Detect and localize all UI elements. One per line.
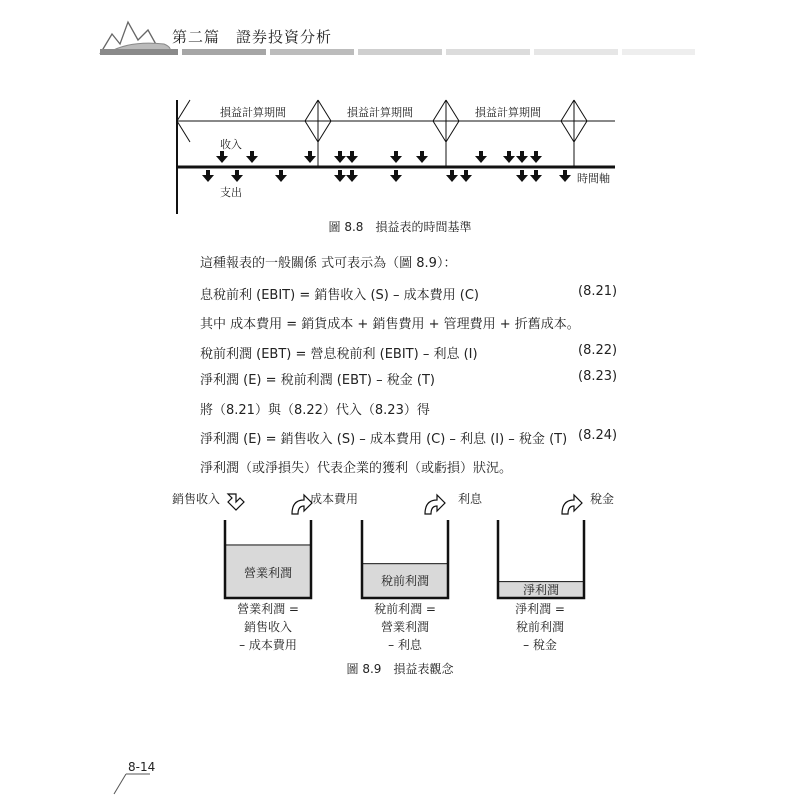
box-label-3: 淨利潤 <box>522 583 559 597</box>
expense-label: 支出 <box>220 186 242 199</box>
interest-label: 利息 <box>458 492 483 506</box>
box-label-2: 稅前利潤 <box>380 574 429 588</box>
cost-label: 成本費用 <box>310 492 359 506</box>
cost-note: 其中 成本費用 = 銷貨成本 + 銷售費用 + 管理費用 + 折舊成本。 <box>200 317 580 332</box>
sales-revenue-label: 銷售收入 <box>172 492 221 506</box>
conclusion-text: 淨利潤（或淨損失）代表企業的獲利（或虧損）狀況。 <box>200 461 513 476</box>
equation-8-23-number: (8.23) <box>578 369 618 384</box>
inflow-arrow-icon <box>228 494 244 510</box>
equation-8-22-number: (8.22) <box>578 343 618 358</box>
formula-2: 稅前利潤 = 營業利潤 – 利息 <box>374 602 436 652</box>
period-label-1: 損益計算期間 <box>220 106 286 119</box>
expense-arrows <box>202 170 571 182</box>
figure-8-9-caption: 圖 8.9 損益表觀念 <box>346 662 454 676</box>
period-label-3: 損益計算期間 <box>475 106 541 119</box>
formula-1: 營業利潤 = 銷售收入 – 成本費用 <box>237 602 299 652</box>
tax-label: 稅金 <box>590 492 615 506</box>
outflow-arrow-icon <box>562 495 582 514</box>
outflow-arrow-icon <box>425 495 445 514</box>
header-title: 第二篇 證券投資分析 <box>172 28 333 46</box>
equation-8-21: 息稅前利 (EBIT) = 銷售收入 (S) – 成本費用 (C) <box>200 288 479 303</box>
outflow-arrow-icon <box>292 495 312 514</box>
equation-8-24: 淨利潤 (E) = 銷售收入 (S) – 成本費用 (C) – 利息 (I) – 稅金 (T) <box>200 432 568 447</box>
box-label-1: 營業利潤 <box>243 566 292 580</box>
timeline-figure <box>165 98 625 220</box>
income-statement-concept-figure <box>150 480 650 660</box>
income-label: 收入 <box>220 138 242 151</box>
equation-8-24-number: (8.24) <box>578 428 618 443</box>
formula-3: 淨利潤 = 稅前利潤 – 稅金 <box>515 602 565 652</box>
intro-text: 這種報表的一般關係 式可表示為（圖 8.9）： <box>200 256 457 271</box>
time-axis-label: 時間軸 <box>577 172 610 185</box>
equation-8-21-number: (8.21) <box>578 284 618 299</box>
figure-8-8-caption: 圖 8.8 損益表的時間基準 <box>328 220 472 234</box>
header-divider-bar <box>100 49 695 55</box>
substitution-text: 將（8.21）與（8.22）代入（8.23）得 <box>200 403 430 418</box>
equation-8-22: 稅前利潤 (EBT) = 營息稅前利 (EBIT) – 利息 (I) <box>200 347 478 362</box>
period-label-2: 損益計算期間 <box>347 106 413 119</box>
equation-8-23: 淨利潤 (E) = 稅前利潤 (EBT) – 稅金 (T) <box>200 373 435 388</box>
page-number: 8-14 <box>128 760 156 774</box>
income-arrows <box>216 151 542 163</box>
